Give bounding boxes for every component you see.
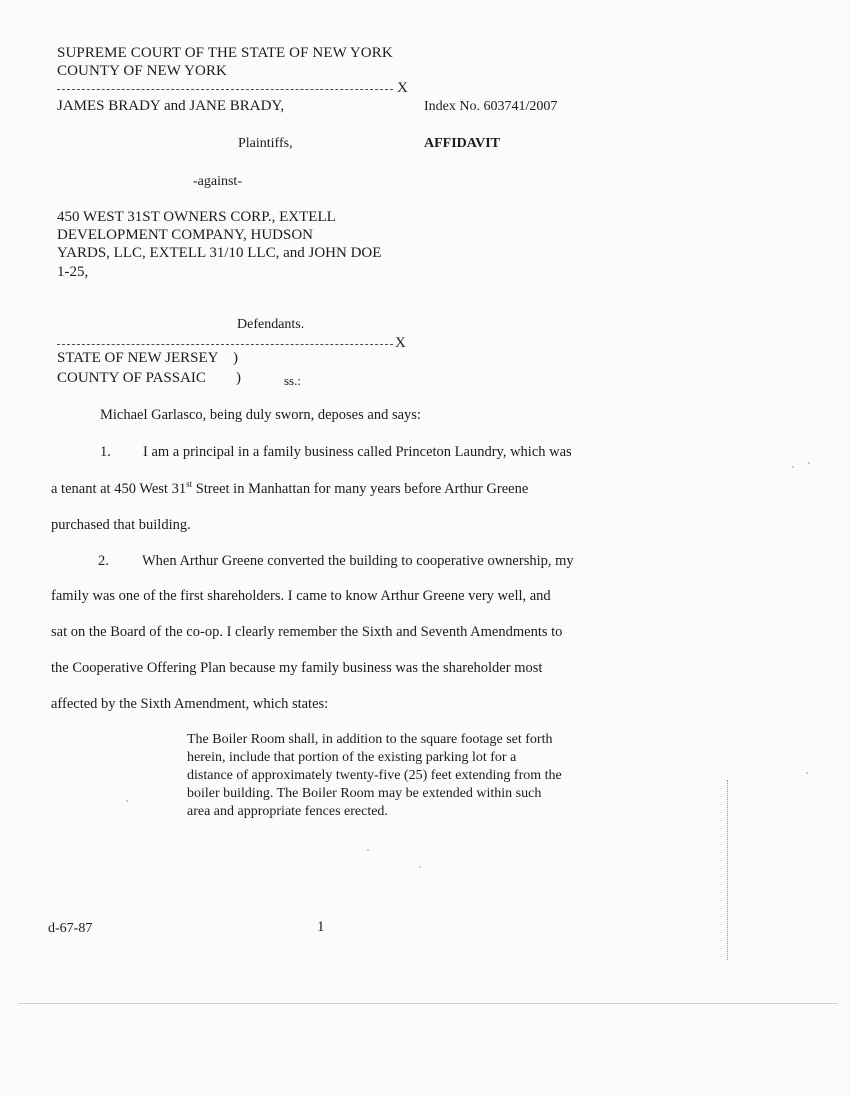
against-label: -against- (193, 174, 242, 189)
venue-ss: ss.: (284, 373, 301, 388)
caption-rule-bottom (57, 344, 393, 345)
paragraph-2-number: 2. (98, 553, 109, 569)
caption-rule-end-bottom: X (395, 335, 406, 351)
venue-state: STATE OF NEW JERSEY (57, 350, 219, 366)
court-name: SUPREME COURT OF THE STATE OF NEW YORK (57, 45, 393, 61)
scan-bottom-line (18, 1003, 838, 1004)
quote-line-5: area and appropriate fences erected. (187, 804, 388, 819)
paragraph-1-line-1: I am a principal in a family business called Princeton Laundry, which was (143, 444, 572, 460)
defendants-label: Defendants. (237, 317, 305, 332)
defendants-line-1: 450 WEST 31ST OWNERS CORP., EXTELL (57, 209, 336, 225)
paragraph-2-line-2: family was one of the first shareholders. I came to know Arthur Greene very well, and (51, 588, 551, 604)
caption-rule-end-top: X (397, 80, 408, 96)
paragraph-2-line-5: affected by the Sixth Amendment, which states: (51, 696, 329, 712)
paragraph-1-line-2-b: Street in Manhattan for many years before Arthur Greene (192, 481, 529, 497)
defendants-line-4: 1-25, (57, 264, 89, 280)
venue-paren-1: ) (233, 350, 238, 366)
index-number: Index No. 603741/2007 (424, 99, 558, 114)
quote-line-1: The Boiler Room shall, in addition to the square footage set forth (187, 732, 553, 747)
paragraph-2-line-4: the Cooperative Offering Plan because my family business was the shareholder most (51, 660, 543, 676)
scan-edge-line (727, 780, 728, 960)
county-name: COUNTY OF NEW YORK (57, 63, 227, 79)
paragraph-1-line-2-sup: st (186, 479, 193, 490)
venue-county: COUNTY OF PASSAIC (57, 370, 206, 386)
document-code: d-67-87 (48, 921, 93, 936)
paragraph-1-number: 1. (100, 444, 111, 460)
scan-speck (126, 800, 128, 802)
plaintiffs-label: Plaintiffs, (238, 136, 293, 151)
paragraph-2-line-1: When Arthur Greene converted the building to cooperative ownership, my (142, 553, 574, 569)
page-number: 1 (317, 919, 325, 935)
intro-line: Michael Garlasco, being duly sworn, deposes and says: (100, 407, 421, 423)
scan-speck (419, 866, 421, 868)
document-type: AFFIDAVIT (424, 136, 500, 151)
plaintiffs-names: JAMES BRADY and JANE BRADY, (57, 98, 285, 114)
scan-speck (806, 772, 808, 774)
quote-line-3: distance of approximately twenty-five (25) feet extending from the (187, 768, 562, 783)
defendants-line-2: DEVELOPMENT COMPANY, HUDSON (57, 227, 314, 243)
paragraph-1-line-3: purchased that building. (51, 517, 191, 533)
caption-rule-top (57, 89, 393, 90)
quote-line-4: boiler building. The Boiler Room may be extended within such (187, 786, 542, 801)
scan-speck (367, 849, 369, 851)
paragraph-2-line-3: sat on the Board of the co-op. I clearly remember the Sixth and Seventh Amendments to (51, 624, 563, 640)
scan-speck (792, 466, 794, 468)
defendants-line-3: YARDS, LLC, EXTELL 31/10 LLC, and JOHN DOE (57, 245, 382, 261)
quote-line-2: herein, include that portion of the existing parking lot for a (187, 750, 517, 765)
venue-paren-2: ) (236, 370, 241, 386)
paragraph-1-line-2 (51, 480, 528, 498)
paragraph-1-line-2-a: a tenant at 450 West 31 (51, 481, 187, 497)
scan-speck (808, 462, 810, 464)
